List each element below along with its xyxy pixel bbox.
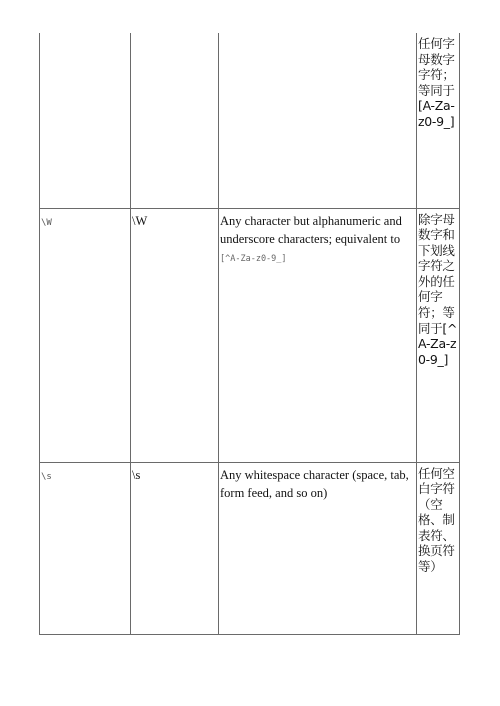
pattern-cell: \W (40, 208, 131, 462)
table-row (40, 33, 460, 208)
symbol-cell: \W (131, 208, 219, 462)
table-row (40, 208, 460, 462)
description-cell: Any whitespace character (space, tab, form feed, and so on) (219, 462, 417, 634)
symbol-cell: \s (131, 462, 219, 634)
chinese-cell: 任何字母数字字符；等同于[A-Za-z0-9_] (417, 33, 460, 208)
description-text: Any character but alphanumeric and underscore characters; equivalent to (220, 213, 402, 246)
description-cell (219, 33, 417, 208)
description-cell (219, 208, 417, 462)
chinese-cell: 任何空白字符（空格、制表符、换页符等） (417, 462, 460, 634)
pattern-cell (40, 33, 131, 208)
table-row (40, 462, 460, 634)
pattern-cell: \s (40, 462, 131, 634)
description-code: [^A-Za-z0-9_] (220, 253, 287, 264)
regex-table (39, 33, 460, 635)
symbol-cell (131, 33, 219, 208)
chinese-cell: 除字母数字和下划线字符之外的任何字符；等同于[^A-Za-z0-9_] (417, 208, 460, 462)
